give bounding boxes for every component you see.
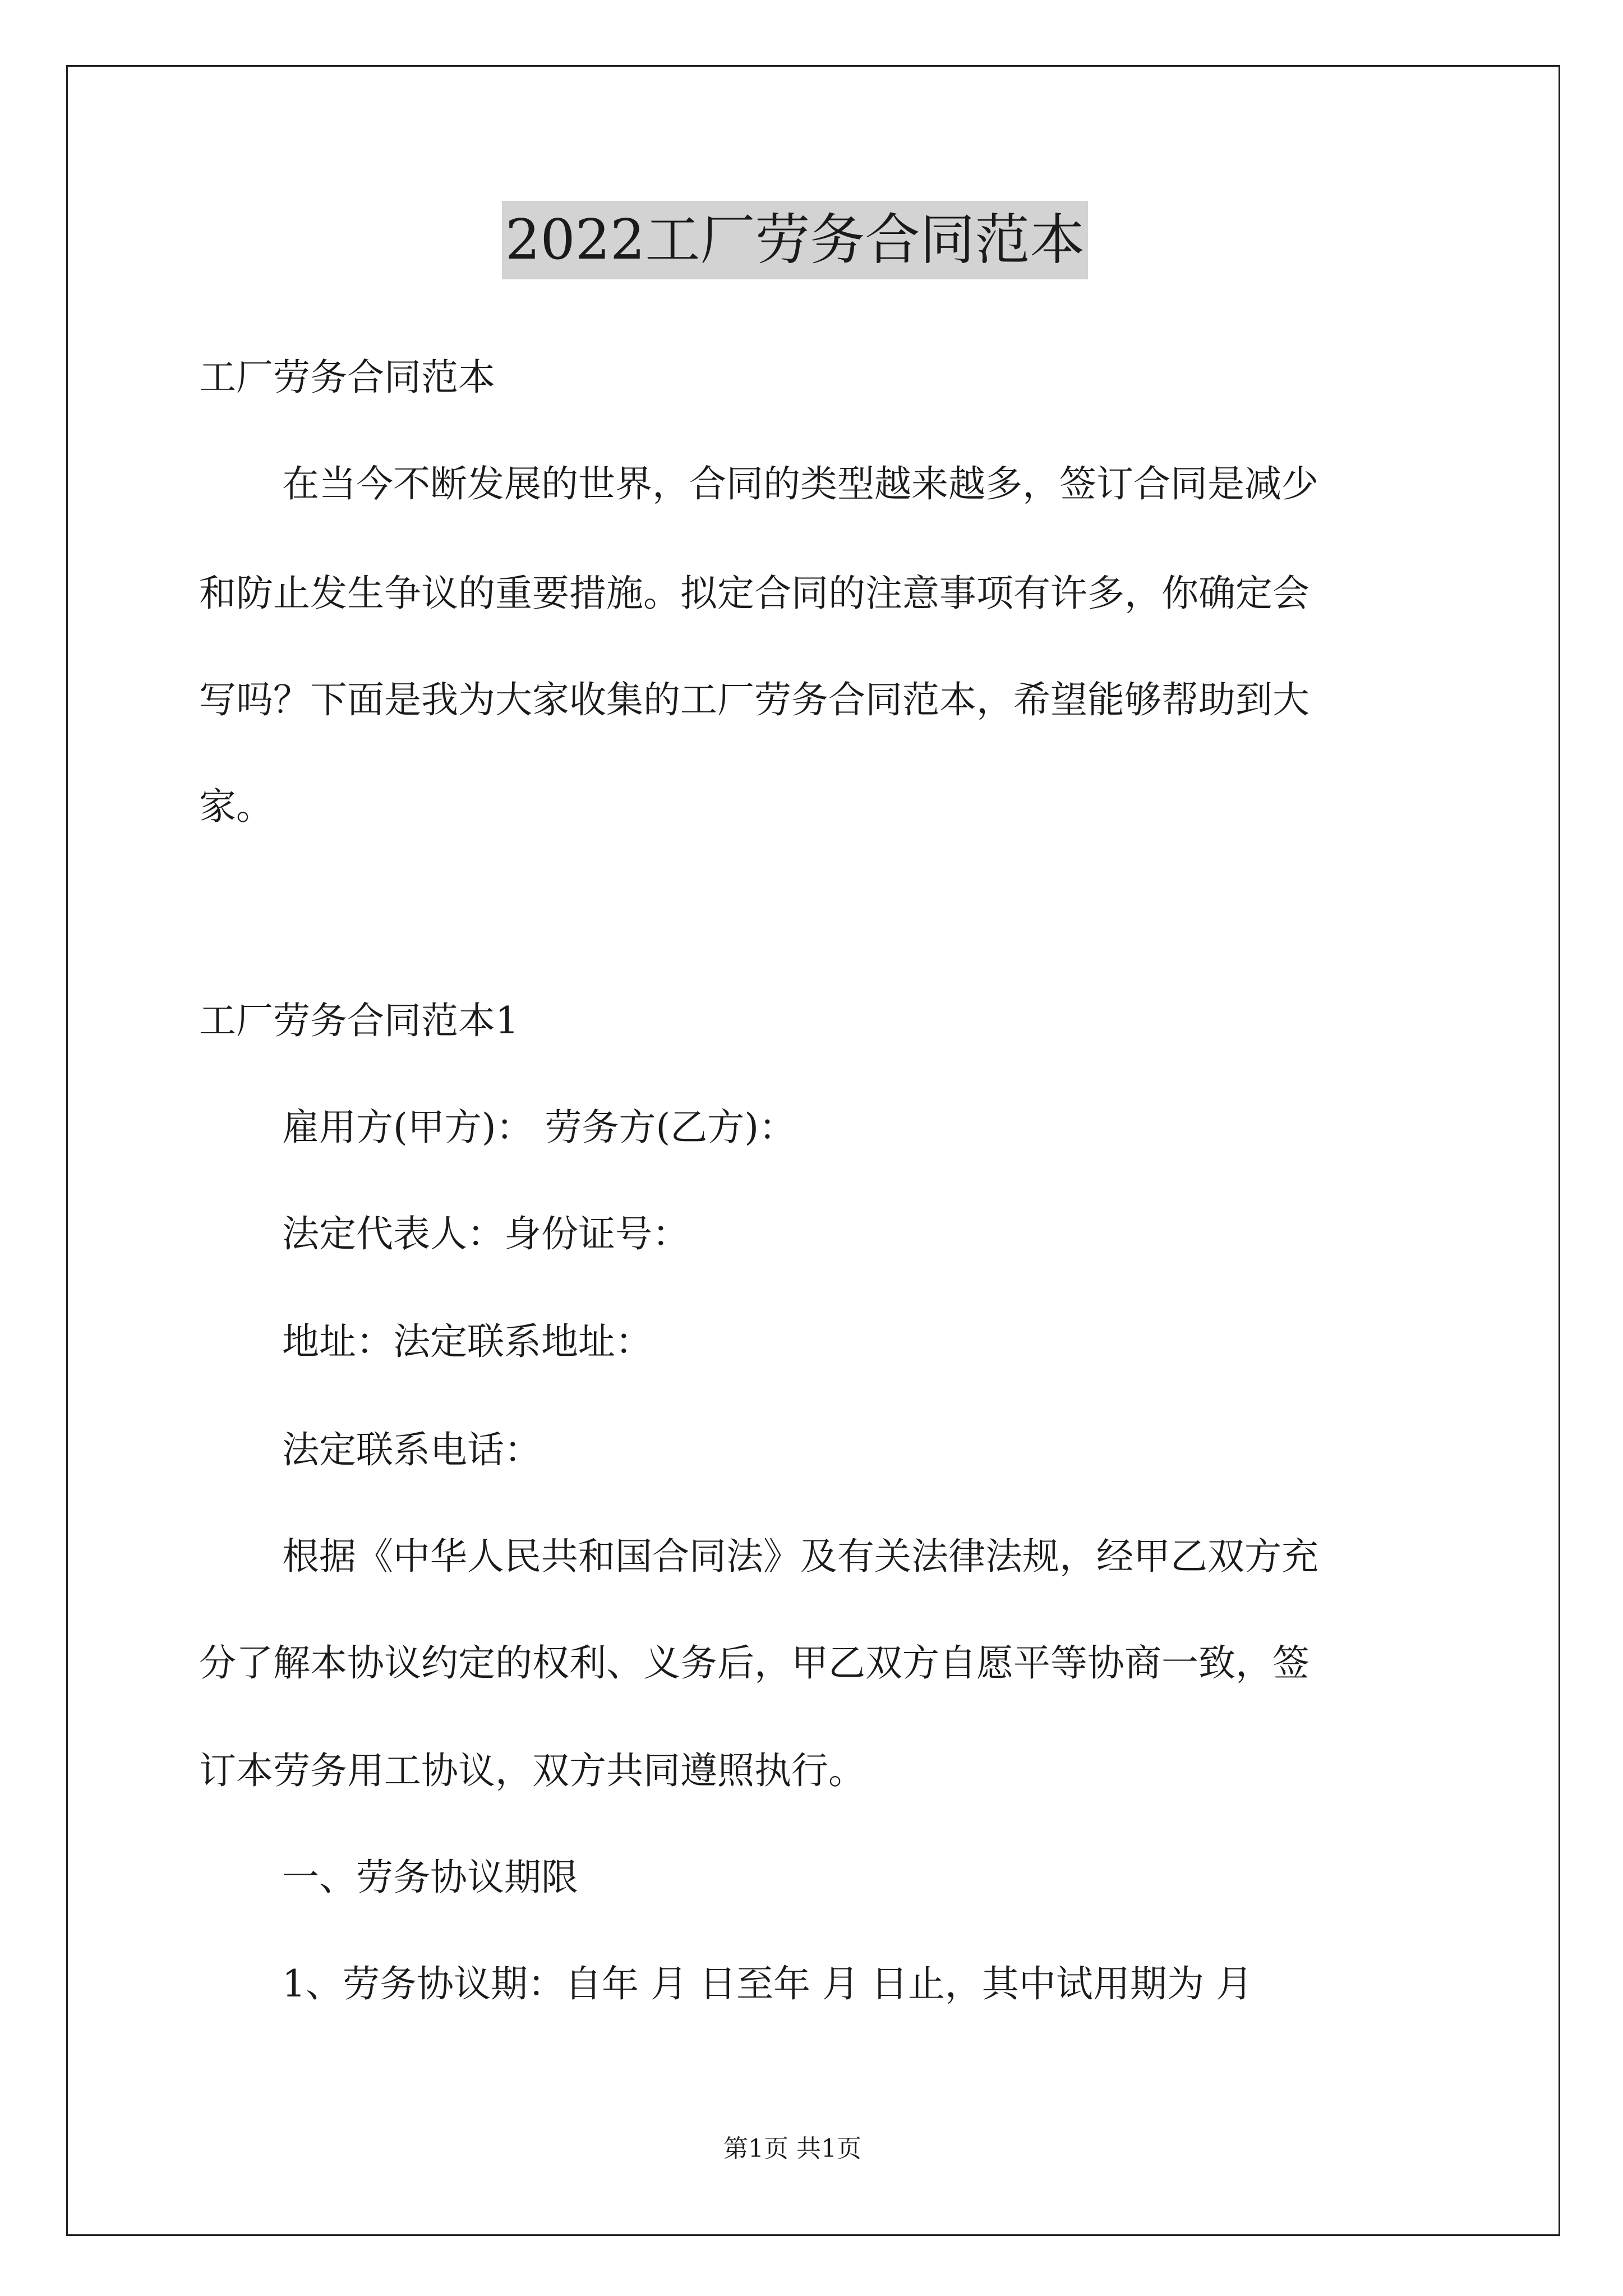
legal-rep-line: 法定代表人：身份证号： (282, 1212, 689, 1255)
intro-paragraph-line-3: 写吗？下面是我为大家收集的工厂劳务合同范本，希望能够帮助到大 (199, 678, 1310, 721)
basis-paragraph-line-1: 根据《中华人民共和国合同法》及有关法律法规，经甲乙双方充 (282, 1535, 1318, 1578)
intro-paragraph-line-1: 在当今不断发展的世界，合同的类型越来越多，签订合同是减少 (282, 462, 1318, 505)
basis-paragraph-line-2: 分了解本协议约定的权利、义务后，甲乙双方自愿平等协商一致，签 (199, 1641, 1310, 1685)
subtitle: 工厂劳务合同范本 (199, 356, 495, 399)
address-line: 地址：法定联系地址： (282, 1320, 652, 1363)
phone-line: 法定联系电话： (282, 1428, 541, 1471)
clause-heading: 一、劳务协议期限 (282, 1856, 578, 1899)
intro-paragraph-line-4: 家。 (199, 785, 273, 828)
section-heading: 工厂劳务合同范本1 (199, 999, 519, 1042)
page-footer: 第1页 共1页 (723, 2134, 861, 2163)
basis-paragraph-line-3: 订本劳务用工协议，双方共同遵照执行。 (199, 1749, 865, 1792)
intro-paragraph-line-2: 和防止发生争议的重要措施。拟定合同的注意事项有许多，你确定会 (199, 572, 1310, 615)
parties-line: 雇用方(甲方)： 劳务方(乙方)： (282, 1106, 796, 1149)
clause-item-1: 1、劳务协议期：自年 月 日至年 月 日止，其中试用期为 月 (282, 1962, 1253, 2005)
document-title: 2022工厂劳务合同范本 (502, 201, 1088, 279)
